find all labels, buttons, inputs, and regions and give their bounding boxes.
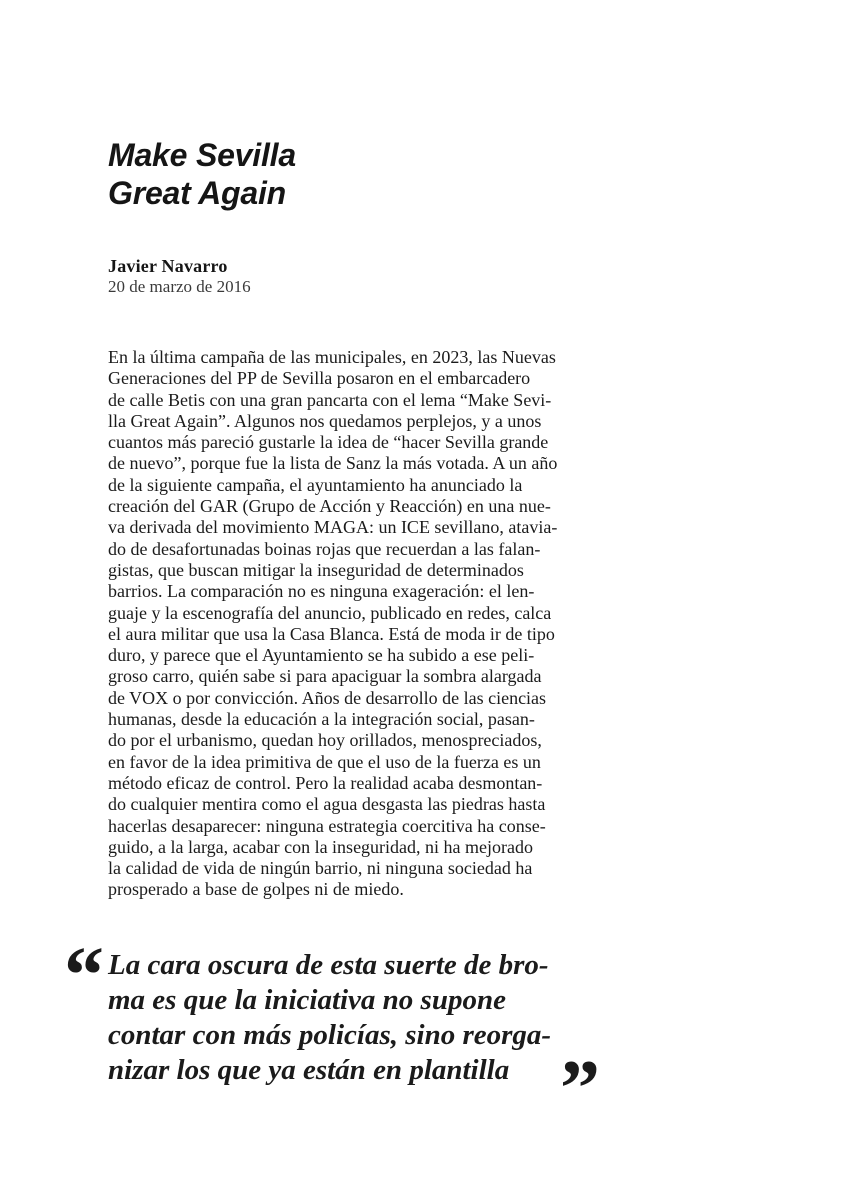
body-line: en favor de la idea primitiva de que el uso de la fuerza es un <box>108 751 541 772</box>
body-line: prosperado a base de golpes ni de miedo. <box>108 879 404 900</box>
article-body <box>108 347 557 901</box>
pull-quote-line: contar con más policías, sino reorga- <box>108 1019 552 1051</box>
body-line: método eficaz de control. Pero la realidad acaba desmontan- <box>108 772 543 793</box>
body-line: lla Great Again”. Algunos nos quedamos perplejos, y a unos <box>108 410 542 431</box>
pull-quote-line: nizar los que ya están en plantilla <box>108 1054 510 1086</box>
body-line: creación del GAR (Grupo de Acción y Reacción) en una nue- <box>108 496 551 517</box>
body-line: groso carro, quién sabe si para apaciguar la sombra alargada <box>108 666 542 687</box>
title-line: Great Again <box>108 175 286 211</box>
body-line: Generaciones del PP de Sevilla posaron en el embarcadero <box>108 368 531 389</box>
body-line: do de desafortunadas boinas rojas que recuerdan a las falan- <box>108 538 541 559</box>
body-line: guido, a la larga, acabar con la inseguridad, ni ha mejorado <box>108 836 534 857</box>
body-line: gistas, que buscan mitigar la inseguridad de determinados <box>108 559 524 580</box>
body-line: duro, y parece que el Ayuntamiento se ha subido a ese peli- <box>108 645 535 666</box>
body-line: hacerlas desaparecer: ninguna estrategia coercitiva ha conse- <box>108 815 546 836</box>
body-line: de nuevo”, porque fue la lista de Sanz la más votada. A un año <box>108 453 558 474</box>
body-line: guaje y la escenografía del anuncio, publicado en redes, calca <box>108 602 552 623</box>
body-line: humanas, desde la educación a la integración social, pasan- <box>108 709 535 730</box>
publication-date: 20 de marzo de 2016 <box>108 277 251 296</box>
body-line: do por el urbanismo, quedan hoy orillados, menospreciados, <box>108 730 542 751</box>
close-quote-mark-icon: ” <box>560 1045 600 1133</box>
author-name: Javier Navarro <box>108 256 228 276</box>
body-line: de la siguiente campaña, el ayuntamiento ha anunciado la <box>108 474 523 495</box>
pull-quote-text <box>108 948 551 1088</box>
body-line: la calidad de vida de ningún barrio, ni ninguna sociedad ha <box>108 858 533 879</box>
title-line: Make Sevilla <box>108 137 296 173</box>
pull-quote-line: ma es que la iniciativa no supone <box>108 984 506 1016</box>
body-line: el aura militar que usa la Casa Blanca. Está de moda ir de tipo <box>108 623 555 644</box>
pull-quote-line: La cara oscura de esta suerte de bro- <box>108 949 549 981</box>
article-title <box>108 136 296 212</box>
body-line: do cualquier mentira como el agua desgasta las piedras hasta <box>108 794 546 815</box>
body-line: de calle Betis con una gran pancarta con el lema “Make Sevi- <box>108 389 552 410</box>
body-line: de VOX o por convicción. Años de desarrollo de las ciencias <box>108 687 547 708</box>
byline <box>108 256 251 297</box>
body-line: barrios. La comparación no es ninguna exageración: el len- <box>108 581 535 602</box>
body-line: va derivada del movimiento MAGA: un ICE sevillano, atavia- <box>108 517 558 538</box>
body-line: cuantos más pareció gustarle la idea de “hacer Sevilla grande <box>108 432 549 453</box>
open-quote-mark-icon: “ <box>64 932 104 1020</box>
body-line: En la última campaña de las municipales, en 2023, las Nuevas <box>108 347 556 367</box>
